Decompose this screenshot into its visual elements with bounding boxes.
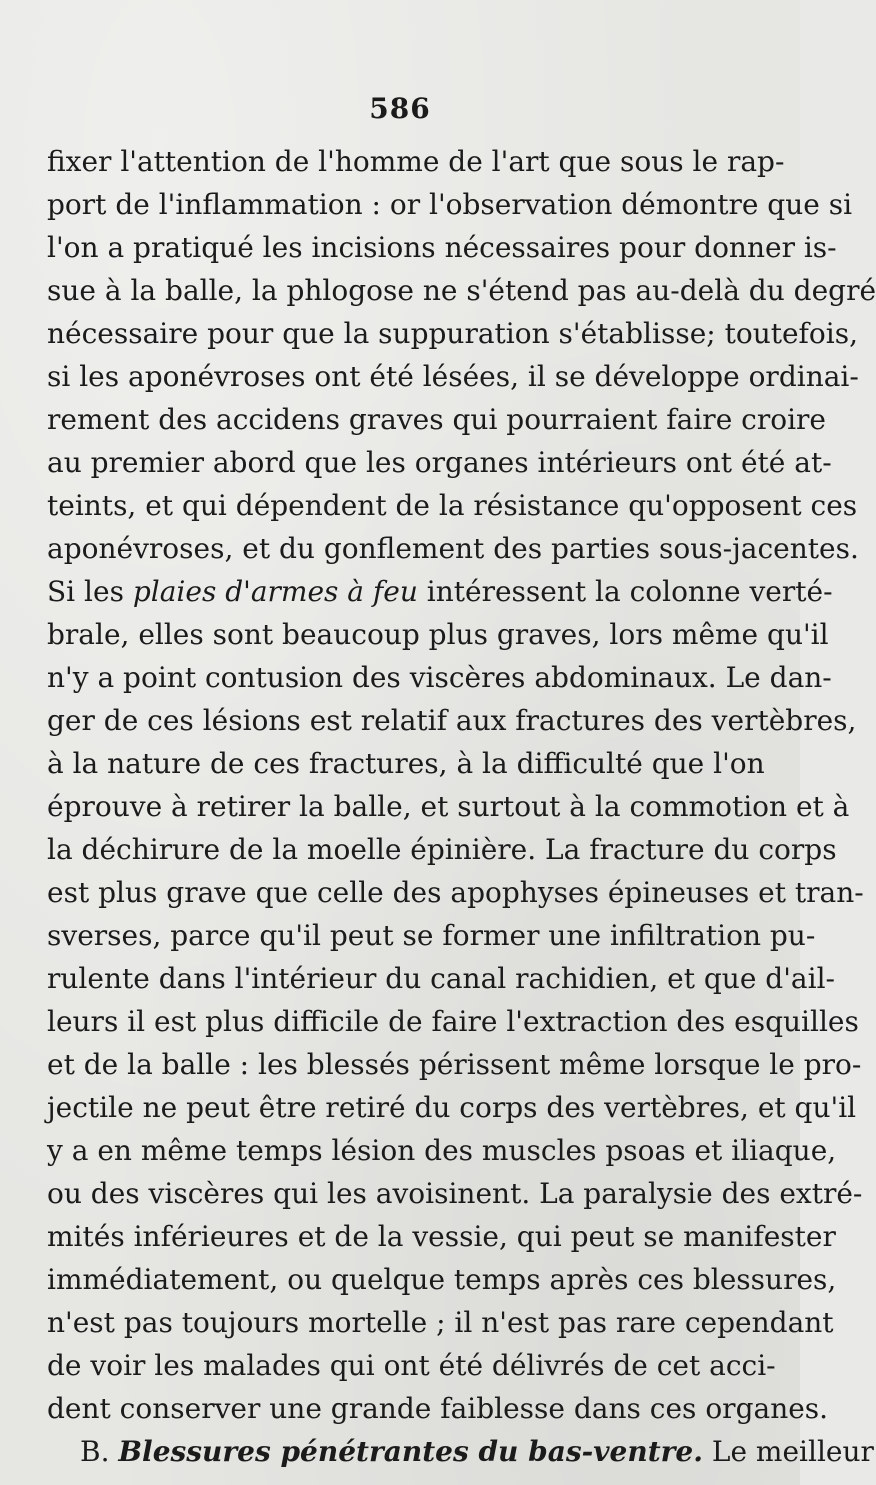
text-line-13: n'y a point contusion des viscères abdominaux. Le dan- (47, 661, 832, 694)
line-11-pre: Si les (47, 575, 133, 608)
text-line-12: brale, elles sont beaucoup plus graves, lors même qu'il (47, 618, 829, 651)
text-line-29: de voir les malades qui ont été délivrés de cet acci- (47, 1349, 776, 1382)
text-line-24: y a en même temps lésion des muscles psoas et iliaque, (47, 1134, 837, 1167)
text-line-16: éprouve à retirer la balle, et surtout à la commotion et à (47, 790, 850, 823)
body-text (47, 140, 876, 1473)
text-line-19: sverses, parce qu'il peut se former une infiltration pu- (47, 919, 816, 952)
section-heading-line (47, 1430, 874, 1473)
text-line-20: rulente dans l'intérieur du canal rachidien, et que d'ail- (47, 962, 835, 995)
text-line-30: dent conserver une grande faiblesse dans ces organes. (47, 1392, 829, 1425)
text-line-17: la déchirure de la moelle épinière. La fracture du corps (47, 833, 837, 866)
text-line-9: teints, et qui dépendent de la résistance qu'opposent ces (47, 489, 858, 522)
page-number: 586 (369, 92, 431, 125)
text-line-7: rement des accidens graves qui pourraient faire croire (47, 403, 826, 436)
text-line-27: immédiatement, ou quelque temps après ces blessures, (47, 1263, 837, 1296)
text-line-6: si les aponévroses ont été lésées, il se développe ordinai- (47, 360, 859, 393)
text-line-21: leurs il est plus difficile de faire l'extraction des esquilles (47, 1005, 859, 1038)
text-line-22: et de la balle : les blessés périssent même lorsque le pro- (47, 1048, 862, 1081)
text-line-25: ou des viscères qui les avoisinent. La paralysie des extré- (47, 1177, 863, 1210)
text-line-1: fixer l'attention de l'homme de l'art que sous le rap- (47, 145, 785, 178)
italic-phrase-plaies: plaies d'armes à feu (132, 575, 418, 608)
text-line-2: port de l'inflammation : or l'observation démontre que si (47, 188, 853, 221)
text-line-8: au premier abord que les organes intérieurs ont été at- (47, 446, 832, 479)
text-line-11 (47, 570, 833, 613)
text-line-5: nécessaire pour que la suppuration s'établisse; toutefois, (47, 317, 859, 350)
text-line-10: aponévroses, et du gonflement des parties sous-jacentes. (47, 532, 859, 565)
text-line-4: sue à la balle, la phlogose ne s'étend pas au-delà du degré (47, 274, 876, 307)
text-line-14: ger de ces lésions est relatif aux fractures des vertèbres, (47, 704, 857, 737)
text-line-28: n'est pas toujours mortelle ; il n'est pas rare cependant (47, 1306, 834, 1339)
text-line-3: l'on a pratiqué les incisions nécessaires pour donner is- (47, 231, 837, 264)
section-title: Blessures pénétrantes du bas-ventre. (118, 1435, 703, 1468)
text-line-15: à la nature de ces fractures, à la difficulté que l'on (47, 747, 765, 780)
text-line-26: mités inférieures et de la vessie, qui peut se manifester (47, 1220, 836, 1253)
text-line-23: jectile ne peut être retiré du corps des vertèbres, et qu'il (47, 1091, 857, 1124)
text-line-18: est plus grave que celle des apophyses épineuses et tran- (47, 876, 864, 909)
section-label: B. (80, 1435, 110, 1468)
section-title-post: Le meilleur (702, 1435, 874, 1468)
line-11-post: intéressent la colonne verté- (417, 575, 833, 608)
